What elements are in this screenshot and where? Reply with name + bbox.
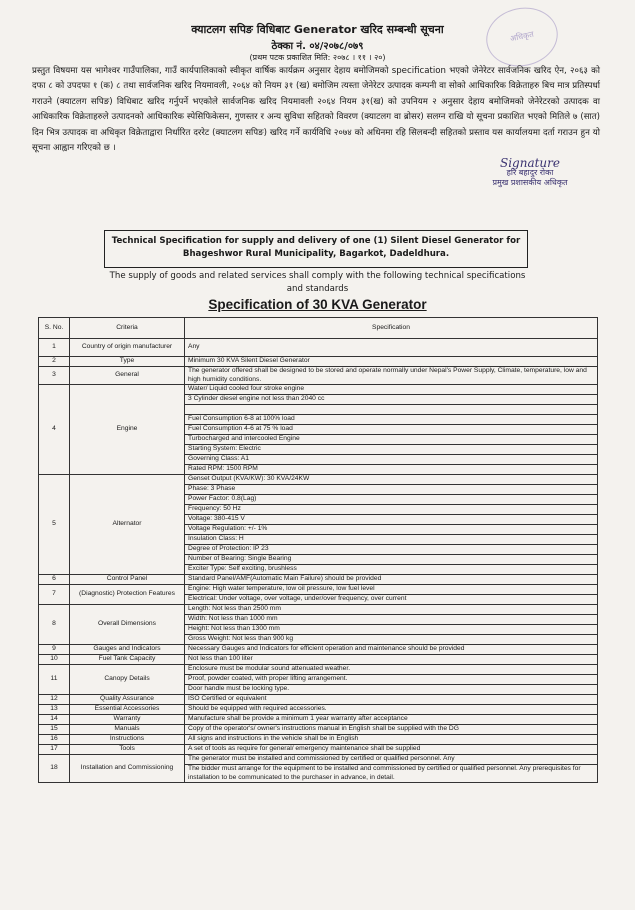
row-specification: Enclosure must be modular sound attenuated weather. [185,665,598,675]
header-spec: Specification [185,318,598,339]
signatory-title: प्रमुख प्रशासकीय अधिकृत [492,178,568,187]
row-specification: Phase: 3 Phase [185,485,598,495]
row-criteria: Installation and Commissioning [70,755,185,783]
row-criteria: Overall Dimensions [70,605,185,645]
spec-title: Specification of 30 KVA Generator [208,297,427,312]
row-specification: Engine: High water temperature, low oil pressure, low fuel level [185,585,598,595]
row-specification: Frequency: 50 Hz [185,505,598,515]
row-specification: ISO Certified or equivalent [185,695,598,705]
row-criteria: Type [70,357,185,367]
row-specification: 3 Cylinder diesel engine not less than 2040 cc [185,395,598,405]
table-row [39,745,598,755]
row-number: 9 [39,645,70,655]
row-specification: The bidder must arrange for the equipment to be installed and commissioned by certified or qualified personnel. Any prerequisites for installation to be communicated to the purchaser in advance, in detail. [185,765,598,783]
header-no: S. No. [39,318,70,339]
row-specification: Copy of the operator's/ owner's instructions manual in English shall be supplied with the DG [185,725,598,735]
table-row [39,605,598,615]
row-criteria: Warranty [70,715,185,725]
row-criteria: Control Panel [70,575,185,585]
office-stamp: अधिकृत [481,1,563,73]
contract-reference: ठेक्का नं. ०४/२०७८/०७९ [271,41,364,52]
row-specification: Necessary Gauges and Indicators for efficient operation and maintenance should be provided [185,645,598,655]
row-specification: Starting System: Electric [185,445,598,455]
signatory-name: हरि बहादुर रोका [506,168,554,177]
row-criteria: Alternator [70,475,185,575]
row-criteria: Essential Accessories [70,705,185,715]
row-number: 6 [39,575,70,585]
intro-text [60,270,575,296]
row-criteria: Canopy Details [70,665,185,695]
row-specification: Voltage Regulation: +/- 1% [185,525,598,535]
spec-header-line2: Bhageshwor Rural Municipality, Bagarkot, Dadeldhura. [182,249,450,259]
publish-date: (प्रथम पटक प्रकाशित मिति: २०७८ । ११ । २०) [249,53,386,62]
row-specification: Degree of Protection: IP 23 [185,545,598,555]
row-specification: Proof, powder coated, with proper lifting arrangement. [185,675,598,685]
row-criteria: (Diagnostic) Protection Features [70,585,185,605]
row-specification: Gross Weight: Not less than 900 kg [185,635,598,645]
row-specification: Exciter Type: Self exciting, brushless [185,565,598,575]
table-row [39,585,598,595]
row-specification: Turbocharged and intercooled Engine [185,435,598,445]
row-criteria: Tools [70,745,185,755]
row-criteria: Gauges and Indicators [70,645,185,655]
row-specification: Any [185,339,598,357]
row-number: 12 [39,695,70,705]
table-row [39,385,598,395]
row-specification: The generator offered shall be designed to be stored and operate normally under Nepal's Power Supply, Climate, temperature, low and high humidity conditions. [185,367,598,385]
row-specification: Not less than 100 liter [185,655,598,665]
row-criteria: Quality Assurance [70,695,185,705]
notice-body: प्रस्तुत विषयमा यस भागेश्वर गाउँपालिका, गाउँ कार्यपालिकाको स्वीकृत वार्षिक कार्यक्रम अनुसार देहाय बमोजिमको specification भएको जेनेरेटर सार्वजनिक खरिद ऐन, २०६३ को दफा ८ को उपदफा १ (क) ८ तथा सार्वजनिक खरिद नियमावली, २०६४ को नियम ३१ (ख) बमोजिम त्यस्ता जेनेरेटर उत्पादक कम्पनी वा सोको आधिकारिक विक्रेताहरु बिच मात्र प्रतिस्पर्धा गराउने (क्याटलग सपिङ) विधिबाट खरिद गर्नुपर्ने भएकोले सार्वजनिक खरिद नियमावली २०६४ नियम ३१(ख) को उपनियम २ अनुसार देहाय बमोजिमको जेनेरेटरको उत्पादक वा आधिकारिक विक्रेताहरुले उत्पादनको आधिकारिक स्पेसिफिकेसन, गुणस्तर र अन्य सुविधा सहितको विवरण (क्याटलग वा ब्रोसर) सलग्न राखि यो सूचना प्रकाशित भएको मितिले ७ (सात) दिन भित्र उत्पादक वा अधिकृत विक्रेताद्वारा निर्धारित दररेट (क्याटलग सपिङ) खरिद गर्ने कार्यविधि २०७४ को अधिनमा रहि सिलबन्दी सहितको प्रस्ताव यस कार्यालयमा दर्ता गराउन हुन यो सूचना आह्वान गरिएको छ । [32,66,600,154]
signature: Signature [499,156,560,170]
row-specification: Voltage: 380-415 V [185,515,598,525]
row-specification: Should be equipped with required accessories. [185,705,598,715]
row-criteria: Instructions [70,735,185,745]
table-row [39,725,598,735]
table-row [39,357,598,367]
intro-line2: and standards [286,284,349,294]
row-number: 7 [39,585,70,605]
row-specification: Insulation Class: H [185,535,598,545]
row-number: 10 [39,655,70,665]
table-row [39,665,598,675]
row-number: 17 [39,745,70,755]
row-criteria: Engine [70,385,185,475]
row-specification [185,405,598,415]
row-specification: Water/ Liquid cooled four stroke engine [185,385,598,395]
row-criteria: Fuel Tank Capacity [70,655,185,665]
row-specification: Genset Output (KVA/KW): 30 KVA/24KW [185,475,598,485]
row-specification: Electrical: Under voltage, over voltage, under/over frequency, over current [185,595,598,605]
row-specification: A set of tools as require for general/ emergency maintenance shall be supplied [185,745,598,755]
header-criteria: Criteria [70,318,185,339]
row-number: 5 [39,475,70,575]
row-specification: All signs and instructions in the vehicle shall be in English [185,735,598,745]
row-number: 14 [39,715,70,725]
table-row [39,655,598,665]
row-number: 3 [39,367,70,385]
row-specification: Governing Class: A1 [185,455,598,465]
row-criteria: Country of origin manufacturer [70,339,185,357]
row-specification: Minimum 30 KVA Silent Diesel Generator [185,357,598,367]
table-row [39,475,598,485]
row-number: 13 [39,705,70,715]
table-row [39,735,598,745]
table-row [39,755,598,765]
notice-title: क्याटलग सपिङ विधिबाट Generator खरिद सम्बन्धी सूचना [191,23,444,36]
table-row [39,339,598,357]
row-specification: Power Factor: 0.8(Lag) [185,495,598,505]
row-criteria: Manuals [70,725,185,735]
row-specification: The generator must be installed and commissioned by certified or qualified personnel. Any [185,755,598,765]
row-specification: Number of Bearing: Single Bearing [185,555,598,565]
row-specification: Manufacture shall be provide a minimum 1 year warranty after acceptance [185,715,598,725]
row-number: 11 [39,665,70,695]
table-row [39,575,598,585]
table-body [39,339,598,783]
row-specification: Length: Not less than 2500 mm [185,605,598,615]
table-row [39,705,598,715]
row-number: 15 [39,725,70,735]
signature-block [470,158,590,188]
table-row [39,715,598,725]
intro-line1: The supply of goods and related services shall comply with the following technical specifications [109,271,526,281]
table-row [39,695,598,705]
row-number: 18 [39,755,70,783]
row-specification: Height: Not less than 1300 mm [185,625,598,635]
row-number: 2 [39,357,70,367]
spec-table [38,317,598,783]
row-specification: Standard Panel/AMF(Automatic Main Failure) should be provided [185,575,598,585]
row-criteria: General [70,367,185,385]
table-header-row [39,318,598,339]
spec-header-line1: Technical Specification for supply and delivery of one (1) Silent Diesel Generator for [111,236,521,246]
row-number: 4 [39,385,70,475]
row-specification: Fuel Consumption 6-8 at 100% load [185,415,598,425]
row-specification: Width: Not less than 1000 mm [185,615,598,625]
row-number: 16 [39,735,70,745]
spec-header-box [104,230,528,268]
row-specification: Fuel Consumption 4-6 at 75 % load [185,425,598,435]
row-number: 8 [39,605,70,645]
row-specification: Door handle must be locking type. [185,685,598,695]
row-number: 1 [39,339,70,357]
table-row [39,645,598,655]
table-row [39,367,598,385]
row-specification: Rated RPM: 1500 RPM [185,465,598,475]
